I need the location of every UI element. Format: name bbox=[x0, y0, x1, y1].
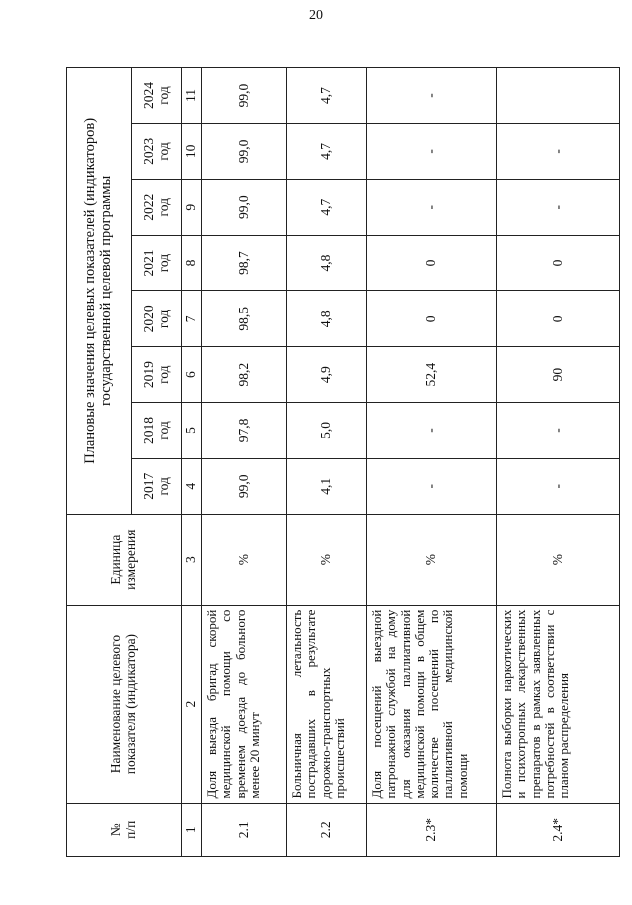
row-value: - bbox=[367, 179, 497, 235]
row-num: 2.4* bbox=[497, 803, 620, 856]
col-number: 4 bbox=[182, 458, 202, 514]
row-value: 0 bbox=[497, 291, 620, 347]
row-value: - bbox=[497, 458, 620, 514]
header-unit: Единица измерения bbox=[67, 514, 182, 605]
col-number: 10 bbox=[182, 124, 202, 180]
year-header: 2020 год bbox=[132, 291, 182, 347]
row-value: 98,5 bbox=[202, 291, 287, 347]
row-value: - bbox=[367, 124, 497, 180]
col-number: 7 bbox=[182, 291, 202, 347]
year-header: 2024 год bbox=[132, 68, 182, 124]
row-num: 2.2 bbox=[287, 803, 367, 856]
col-number: 11 bbox=[182, 68, 202, 124]
table-row bbox=[497, 68, 620, 857]
row-value: 4,7 bbox=[287, 179, 367, 235]
row-value: 52,4 bbox=[367, 347, 497, 403]
year-header: 2022 год bbox=[132, 179, 182, 235]
row-value: 90 bbox=[497, 347, 620, 403]
row-indicator-name: Полнота выборки наркотических и психотропных лекарственных препаратов в рамках заявленных потребностей в соответствии с планом распределения bbox=[497, 605, 620, 803]
table-row bbox=[202, 68, 287, 857]
row-value: - bbox=[367, 68, 497, 124]
row-value: 98,2 bbox=[202, 347, 287, 403]
year-header: 2017 год bbox=[132, 458, 182, 514]
col-number: 5 bbox=[182, 403, 202, 459]
year-header: 2019 год bbox=[132, 347, 182, 403]
table-row bbox=[367, 68, 497, 857]
row-value: 99,0 bbox=[202, 68, 287, 124]
row-num: 2.3* bbox=[367, 803, 497, 856]
row-value: 0 bbox=[367, 291, 497, 347]
year-header: 2021 год bbox=[132, 235, 182, 291]
row-unit: % bbox=[202, 514, 287, 605]
row-num: 2.1 bbox=[202, 803, 287, 856]
table-row bbox=[287, 68, 367, 857]
row-value: - bbox=[367, 403, 497, 459]
col-number: 8 bbox=[182, 235, 202, 291]
row-indicator-name: Доля выезда бригад скорой медицинской помощи со временем доезда до больного менее 20 минут bbox=[202, 605, 287, 803]
year-header: 2018 год bbox=[132, 403, 182, 459]
row-value: 4,9 bbox=[287, 347, 367, 403]
row-value: 99,0 bbox=[202, 179, 287, 235]
row-value: 99,0 bbox=[202, 458, 287, 514]
col-number: 9 bbox=[182, 179, 202, 235]
row-value: 4,7 bbox=[287, 124, 367, 180]
header-num: № п/п bbox=[67, 803, 182, 856]
year-header: 2023 год bbox=[132, 124, 182, 180]
row-value: - bbox=[497, 124, 620, 180]
indicators-table bbox=[66, 67, 620, 857]
rotated-table-wrapper bbox=[66, 67, 619, 857]
row-value bbox=[497, 68, 620, 124]
row-value: - bbox=[367, 458, 497, 514]
row-value: 4,7 bbox=[287, 68, 367, 124]
row-indicator-name: Больничная летальность пострадавших в результате дорожно-транспортных происшествий bbox=[287, 605, 367, 803]
row-value: 97,8 bbox=[202, 403, 287, 459]
col-number: 3 bbox=[182, 514, 202, 605]
row-indicator-name: Доля посещений выездной патронажной службой на дому для оказания паллиативной медицинской помощи в общем количестве посещений по паллиативной медицинской помощи bbox=[367, 605, 497, 803]
row-value: 5,0 bbox=[287, 403, 367, 459]
header-name: Наименование целевого показателя (индикатора) bbox=[67, 605, 182, 803]
header-plan: Плановые значения целевых показателей (индикаторов) государственной целевой программы bbox=[67, 68, 132, 515]
row-value: 4,8 bbox=[287, 235, 367, 291]
row-value: - bbox=[497, 179, 620, 235]
row-value: 98,7 bbox=[202, 235, 287, 291]
row-value: 0 bbox=[497, 235, 620, 291]
col-number: 6 bbox=[182, 347, 202, 403]
row-value: 99,0 bbox=[202, 124, 287, 180]
row-unit: % bbox=[287, 514, 367, 605]
row-unit: % bbox=[367, 514, 497, 605]
col-number: 1 bbox=[182, 803, 202, 856]
row-value: 0 bbox=[367, 235, 497, 291]
col-number: 2 bbox=[182, 605, 202, 803]
row-value: - bbox=[497, 403, 620, 459]
page-number: 20 bbox=[309, 8, 323, 23]
row-value: 4,1 bbox=[287, 458, 367, 514]
row-value: 4,8 bbox=[287, 291, 367, 347]
row-unit: % bbox=[497, 514, 620, 605]
